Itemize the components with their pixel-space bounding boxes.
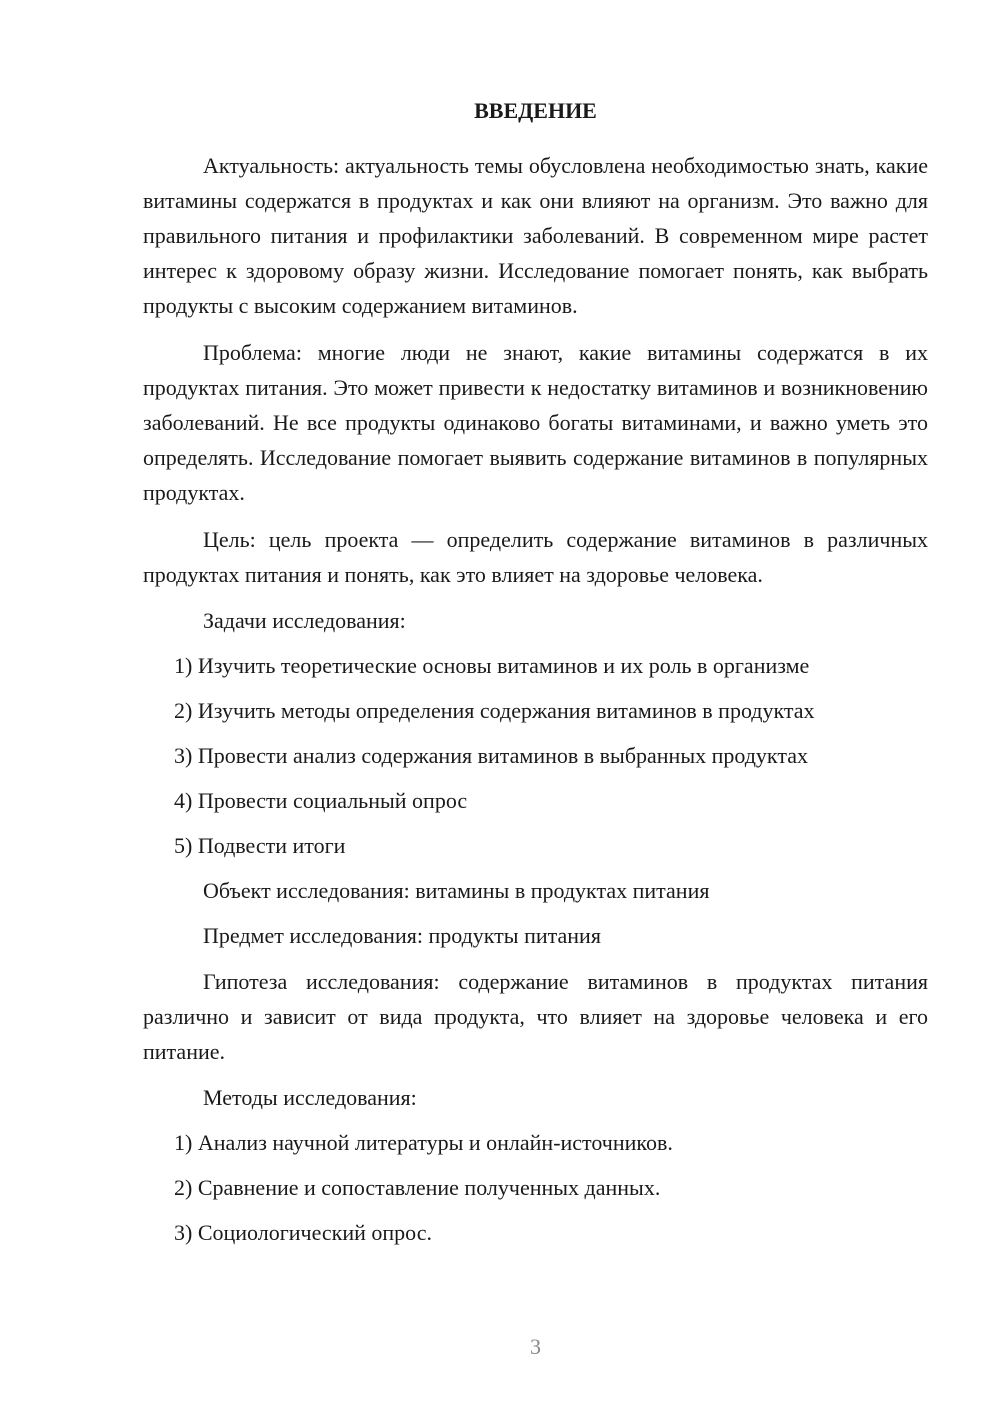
relevance-paragraph: Актуальность: актуальность темы обусловлена необходимостью знать, какие витамины содержатся в продуктах и как они влияют на организм. Это важно для правильного питания и профилактики заболеваний. В современном мире растет интерес к здоровому образу жизни. Исследование помогает понять, как выбрать продукты с высоким содержанием витаминов. bbox=[143, 153, 928, 318]
goal-paragraph: Цель: цель проекта — определить содержание витаминов в различных продуктах питания и понять, как это влияет на здоровье человека. bbox=[143, 527, 928, 587]
methods-list bbox=[143, 1126, 928, 1249]
task-item: 1) Изучить теоретические основы витаминов и их роль в организме bbox=[174, 653, 810, 678]
page-content bbox=[143, 96, 928, 1261]
object-line: Объект исследования: витамины в продуктах питания bbox=[203, 878, 710, 903]
hypothesis-paragraph: Гипотеза исследования: содержание витаминов в продуктах питания различно и зависит от вида продукта, что влияет на здоровье человека и его питание. bbox=[143, 969, 928, 1064]
problem-paragraph: Проблема: многие люди не знают, какие витамины содержатся в их продуктах питания. Это может привести к недостатку витаминов и возникновению заболеваний. Не все продукты одинаково богаты витаминами, и важно уметь это определять. Исследование помогает выявить содержание витаминов в популярных продуктах. bbox=[143, 340, 928, 505]
method-item: 3) Социологический опрос. bbox=[174, 1220, 432, 1245]
task-item: 5) Подвести итоги bbox=[174, 833, 346, 858]
tasks-heading: Задачи исследования: bbox=[203, 608, 406, 633]
task-item: 2) Изучить методы определения содержания витаминов в продуктах bbox=[174, 698, 815, 723]
page-number: 3 bbox=[530, 1334, 541, 1359]
section-title: ВВЕДЕНИЕ bbox=[474, 98, 597, 123]
subject-line: Предмет исследования: продукты питания bbox=[203, 923, 601, 948]
method-item: 2) Сравнение и сопоставление полученных данных. bbox=[174, 1175, 661, 1200]
methods-heading: Методы исследования: bbox=[203, 1085, 417, 1110]
task-item: 3) Провести анализ содержания витаминов в выбранных продуктах bbox=[174, 743, 808, 768]
method-item: 1) Анализ научной литературы и онлайн-источников. bbox=[174, 1130, 673, 1155]
tasks-list bbox=[143, 649, 928, 862]
task-item: 4) Провести социальный опрос bbox=[174, 788, 468, 813]
